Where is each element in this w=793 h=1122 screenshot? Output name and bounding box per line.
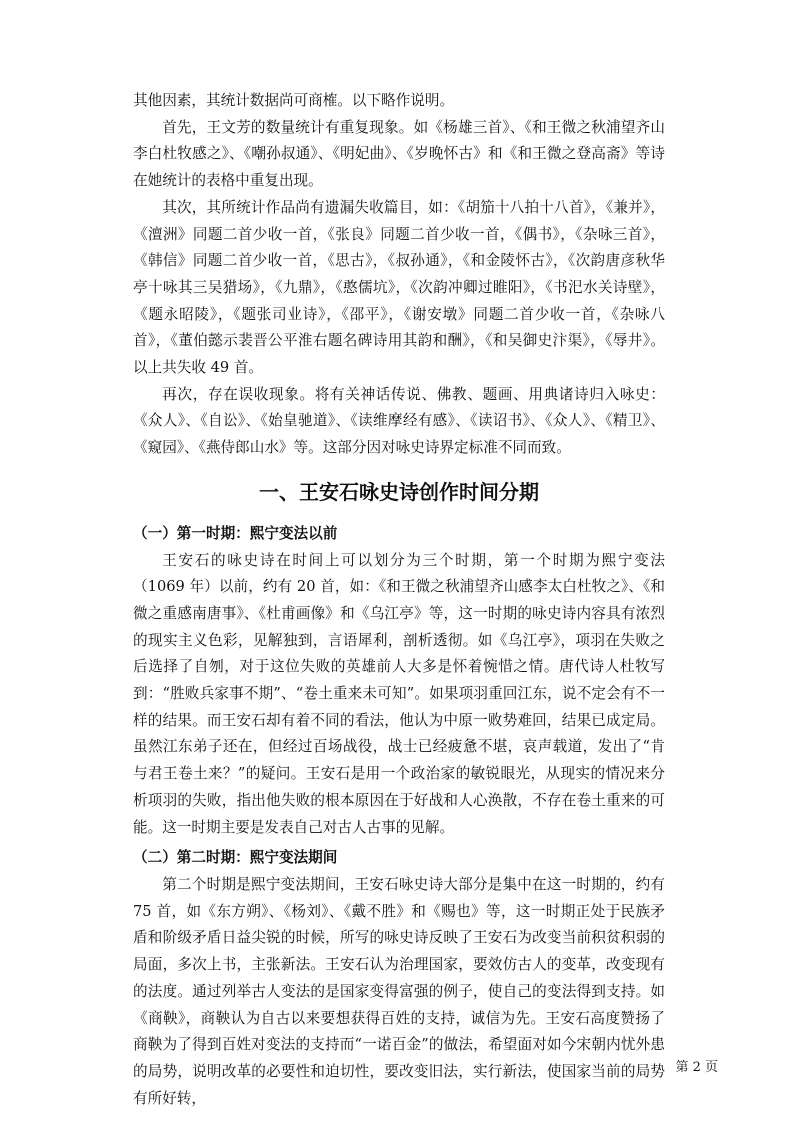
page-number: 第 2 页 — [675, 1060, 718, 1075]
subsection-heading-2: （二）第二时期：熙宁变法期间 — [133, 849, 338, 867]
section-heading: 一、王安石咏史诗创作时间分期 — [259, 479, 539, 504]
subsection-2-body: 第二个时期是熙宁变法期间，王安石咏史诗大部分是集中在这一时期的，约有 75 首，如《东方朔》、《杨刘》、《戴不胜》和《赐也》等，这一时期正处于民族矛盾和阶级矛盾日益尖锐的时候，所写的咏史诗反映了王安石为改变当前积贫积弱的局面，多次上书，主张新法。王安石认为治理国家，要效仿古人的变革，改变现有的法度。通过列举古人变法的是国家变得富强的例子，使自己的变法得到支持。如《商鞅》，商鞅认为自古以来要想获得百姓的支持，诚信为先。王安石高度赞扬了商鞅为了得到百姓对变法的支持而“一诺百金”的做法，希望面对如今宋朝内忧外患的局势，说明改革的必要性和迫切性，要改变旧法，实行新法，使国家当前的局势有所好转， — [133, 875, 665, 1107]
subsection-heading-1: （一）第一时期：熙宁变法以前 — [133, 524, 338, 542]
paragraph-intro: 其他因素，其统计数据尚可商榷。以下略作说明。 — [133, 92, 455, 109]
subsection-1-body: 王安石的咏史诗在时间上可以划分为三个时期，第一个时期为熙宁变法（1069 年）以前，约有 20 首，如：《和王微之秋浦望齐山感李太白杜牧之》、《和微之重感南唐事》、《杜甫画像》和《乌江亭》等，这一时期的咏史诗内容具有浓烈的现实主义色彩，见解独到，言语犀利，剖析透彻。如《乌江亭》，项羽在失败之后选择了自刎，对于这位失败的英雄前人大多是怀着惋惜之情。唐代诗人杜牧写到：“胜败兵家事不期”、“卷土重来未可知”。如果项羽重回江东，说不定会有不一样的结果。而王安石却有着不同的看法，他认为中原一败势难回，结果已成定局。虽然江东弟子还在，但经过百场战役，战士已经疲惫不堪，哀声载道，发出了“肯与君王卷土来？”的疑问。王安石是用一个政治家的敏锐眼光，从现实的情况来分析项羽的失败，指出他失败的根本原因在于好战和人心涣散，不存在卷土重来的可能。这一时期主要是发表自己对古人古事的见解。 — [133, 551, 665, 836]
paragraph-first-point: 首先，王文芳的数量统计有重复现象。如《杨雄三首》、《和王微之秋浦望齐山李白杜牧感之》、《嘲孙叔通》、《明妃曲》、《岁晚怀古》和《和王微之登高斋》等诗在她统计的表格中重复出现。 — [133, 118, 665, 190]
paragraph-third-point: 再次，存在误收现象。将有关神话传说、佛教、题画、用典诸诗归入咏史：《众人》、《自讼》、《始皇驰道》、《读维摩经有感》、《读诏书》、《众人》、《精卫》、《窥园》、《燕侍郎山水》等。这部分因对咏史诗界定标准不同而致。 — [133, 385, 665, 457]
paragraph-second-point: 其次，其所统计作品尚有遗漏失收篇目，如：《胡笳十八拍十八首》，《兼并》，《澶洲》同题二首少收一首，《张良》同题二首少收一首，《偶书》，《杂咏三首》，《韩信》同题二首少收一首，《思古》，《叔孙通》，《和金陵怀古》，《次韵唐彦秋华亭十咏其三吴猎场》，《九鼎》，《憨儒坑》，《次韵冲卿过睢阳》，《书汜水关诗壁》，《题永昭陵》，《题张司业诗》，《邵平》，《谢安墩》同题二首少收一首，《杂咏八首》，《董伯懿示裴晋公平淮右题名碑诗用其韵和酬》，《和吴御史汴渠》，《辱井》。以上共失收 49 首。 — [133, 198, 665, 377]
document-page — [133, 88, 665, 1112]
